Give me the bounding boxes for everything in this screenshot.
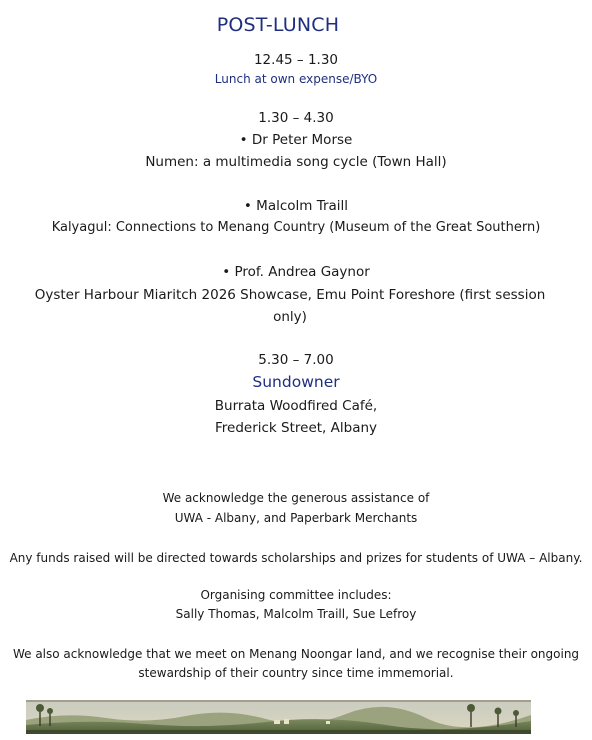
session-speaker: • Dr Peter Morse — [239, 132, 353, 148]
sundowner-time: 5.30 – 7.00 — [258, 352, 334, 368]
sundowner-venue: Burrata Woodfired Café, — [214, 398, 378, 414]
sundowner-title: Sundowner — [252, 373, 340, 391]
funds-statement: Any funds raised will be directed towards scholarships and prizes for students of UWA – Albany. — [9, 551, 583, 565]
session-speaker: • Malcolm Traill — [243, 198, 349, 214]
sundowner-address: Frederick Street, Albany — [214, 420, 378, 436]
country-acknowledgement: We also acknowledge that we meet on Menang Noongar land, and we recognise their ongoing stewardship of their country since time immemorial. — [12, 647, 580, 680]
lunch-time: 12.45 – 1.30 — [253, 52, 339, 68]
section-title: POST-LUNCH — [216, 14, 340, 36]
landscape-panorama-image — [26, 700, 531, 734]
session-speaker: • Prof. Andrea Gaynor — [222, 264, 370, 280]
afternoon-time: 1.30 – 4.30 — [258, 110, 334, 126]
committee-label: Organising committee includes: — [200, 588, 392, 602]
session-title: Numen: a multimedia song cycle (Town Hall) — [145, 154, 447, 170]
lunch-note: Lunch at own expense/BYO — [214, 72, 378, 86]
assistance-line: We acknowledge the generous assistance of — [162, 491, 430, 505]
session-title: Kalyagul: Connections to Menang Country (Museum of the Great Southern) — [51, 220, 541, 235]
assistance-sponsors: UWA - Albany, and Paperbark Merchants — [174, 511, 418, 525]
committee-members: Sally Thomas, Malcolm Traill, Sue Lefroy — [175, 607, 417, 621]
session-title: Oyster Harbour Miaritch 2026 Showcase, Emu Point Foreshore (first session only) — [34, 287, 546, 325]
